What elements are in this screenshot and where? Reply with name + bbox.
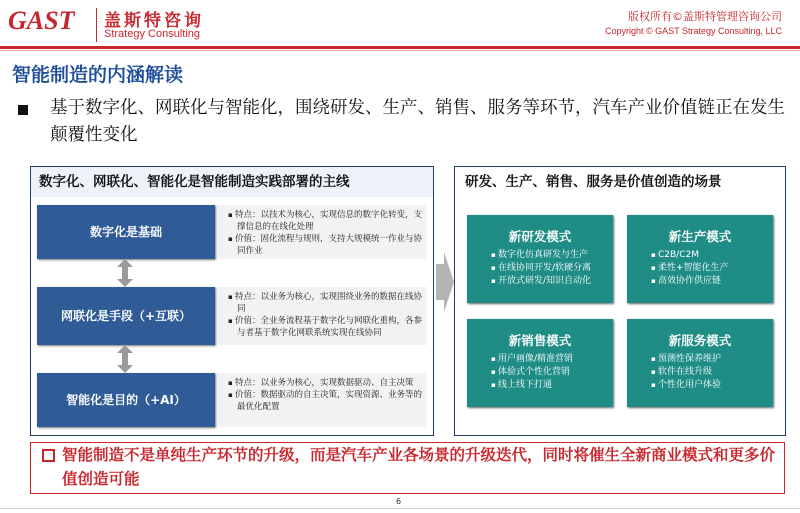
footer-rule: [0, 508, 800, 509]
double-arrow-icon: [117, 345, 133, 373]
logo-divider: [96, 8, 97, 42]
row-desc-item: ▪ 价值：数据驱动的自主决策，实现资源、业务等的最优化配置: [223, 389, 423, 413]
box-item: ▪ 线上线下打通: [467, 379, 613, 392]
row-desc-digitalization: [217, 205, 427, 259]
row-desc-item: ▪ 价值：固化流程与规则，支持大规模统一作业与协同作业: [223, 233, 423, 257]
box-item: ▪ 开放式研发/知识自动化: [467, 275, 613, 288]
row-label-networking: 网联化是手段（+互联）: [37, 287, 215, 345]
box-new-service-mode: [627, 319, 773, 407]
copyright-english: Copyright © GAST Strategy Consulting, LLC: [604, 26, 782, 36]
hollow-square-bullet-icon: [42, 449, 55, 462]
row-desc-item: ▪ 特点：以业务为核心，实现围绕业务的数据在线协同: [223, 291, 423, 315]
row-desc-item: ▪ 特点：以业务为核心，实现数据驱动、自主决策: [223, 377, 423, 389]
box-item: ▪ 预测性保养维护: [627, 353, 773, 366]
logo-gast: GAST: [8, 6, 75, 35]
logo-english-name: Strategy Consulting: [104, 28, 200, 40]
box-item: ▪ 用户画像/精准营销: [467, 353, 613, 366]
box-new-production-mode: [627, 215, 773, 303]
row-label-intelligence: 智能化是目的（+AI）: [37, 373, 215, 427]
box-title: 新研发模式: [508, 229, 572, 244]
row-label-digitalization: 数字化是基础: [37, 205, 215, 259]
box-title: 新服务模式: [668, 333, 732, 348]
conclusion-text: 智能制造不是单纯生产环节的升级，而是汽车产业各场景的升级迭代，同时将催生全新商业模式和更多价值创造可能: [62, 446, 776, 488]
row-desc-item: ▪ 特点：以技术为核心，实现信息的数字化转变，支撑信息的在线化处理: [223, 209, 423, 233]
intro-text: 基于数字化、网联化与智能化，围绕研发、生产、销售、服务等环节，汽车产业价值链正在发生颠覆性变化: [50, 98, 785, 145]
row-desc-item: ▪ 价值：全业务流程基于数字化与网联化重构，各参与者基于数字化网联系统实现在线协同: [223, 315, 423, 339]
header-rule: [0, 46, 800, 49]
page-title: 智能制造的内涵解读: [12, 64, 184, 86]
box-item: ▪ 在线协同开发/软硬分离: [467, 262, 613, 275]
box-new-rd-mode: [467, 215, 613, 303]
box-item: ▪ 数字化仿真研发与生产: [467, 249, 613, 262]
copyright-chinese: 版权所有©盖斯特管理咨询公司: [628, 10, 782, 23]
box-title: 新生产模式: [668, 229, 732, 244]
box-item: ▪ C2B/C2M: [627, 249, 773, 262]
row-desc-networking: [217, 287, 427, 345]
box-title: 新销售模式: [508, 333, 572, 348]
right-arrow-icon: [436, 252, 454, 312]
left-panel: [30, 166, 434, 436]
box-new-sales-mode: [467, 319, 613, 407]
row-desc-intelligence: [217, 373, 427, 427]
logo-chinese-name: 盖斯特咨询: [104, 11, 204, 31]
box-item: ▪ 个性化用户体验: [627, 379, 773, 392]
page-number: 6: [396, 497, 402, 506]
box-item: ▪ 体验式个性化营销: [467, 366, 613, 379]
right-panel-title: 研发、生产、销售、服务是价值创造的场景: [465, 174, 722, 190]
box-item: ▪ 软件在线升级: [627, 366, 773, 379]
right-panel: [454, 166, 786, 436]
box-item: ▪ 高效协作供应链: [627, 275, 773, 288]
header-rule-thin: [0, 50, 800, 51]
box-item: ▪ 柔性+智能化生产: [627, 262, 773, 275]
left-panel-title: 数字化、网联化、智能化是智能制造实践部署的主线: [31, 167, 433, 197]
double-arrow-icon: [117, 259, 133, 287]
bullet-square-icon: [18, 105, 28, 115]
